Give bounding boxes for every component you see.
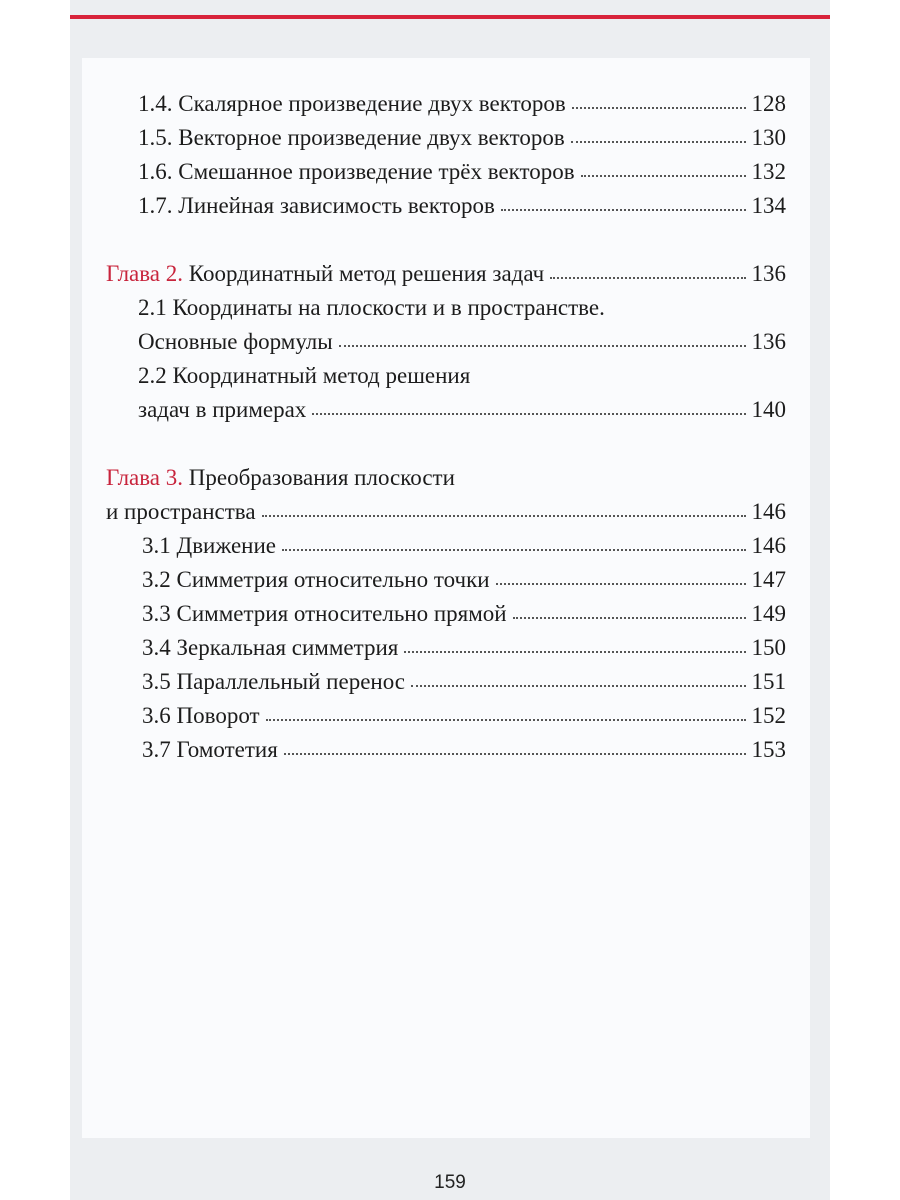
toc-page: 146 bbox=[751, 499, 786, 524]
leader-dots bbox=[571, 141, 746, 143]
leader-dots bbox=[339, 345, 746, 347]
toc-page: 140 bbox=[751, 397, 786, 422]
toc-label: 3.4 Зеркальная симметрия bbox=[142, 635, 399, 660]
toc-entry-1-4 bbox=[138, 92, 786, 115]
toc-label: 3.2 Симметрия относительно точки bbox=[142, 567, 490, 592]
page-number: 159 bbox=[434, 1172, 466, 1193]
chapter-title-text: Координатный метод решения задач bbox=[188, 261, 545, 286]
toc-page: 146 bbox=[751, 533, 786, 558]
toc-page: 147 bbox=[751, 567, 786, 592]
leader-dots bbox=[284, 753, 746, 755]
toc-label: задач в примерах bbox=[138, 397, 307, 422]
toc-chapter-2 bbox=[106, 262, 786, 285]
toc-label: 1.4. Скалярное произведение двух векторов bbox=[138, 91, 566, 116]
toc-entry-2-1 bbox=[138, 330, 786, 353]
toc-label: 1.5. Векторное произведение двух векторов bbox=[138, 125, 565, 150]
toc-page: 130 bbox=[751, 125, 786, 150]
toc-label: и пространства bbox=[106, 499, 256, 524]
leader-dots bbox=[496, 583, 746, 585]
toc-entry-1-7 bbox=[138, 194, 786, 217]
toc-page: 136 bbox=[751, 261, 786, 286]
leader-dots bbox=[404, 651, 745, 653]
toc-entry-3-3 bbox=[142, 602, 786, 625]
toc-label: 3.7 Гомотетия bbox=[142, 737, 278, 762]
toc-page: 149 bbox=[751, 601, 786, 626]
chapter-prefix: Глава 3. bbox=[106, 465, 184, 490]
toc-entry-3-4 bbox=[142, 636, 786, 659]
leader-dots bbox=[572, 107, 746, 109]
toc-page: 136 bbox=[751, 329, 786, 354]
leader-dots bbox=[312, 413, 745, 415]
toc-chapter-3 bbox=[106, 500, 786, 523]
toc-entry-2-1-line1: 2.1 Координаты на плоскости и в пространстве. bbox=[138, 295, 605, 320]
leader-dots bbox=[581, 175, 746, 177]
toc-label: 3.3 Симметрия относительно прямой bbox=[142, 601, 507, 626]
leader-dots bbox=[262, 515, 746, 517]
leader-dots bbox=[266, 719, 746, 721]
toc-page: 152 bbox=[751, 703, 786, 728]
toc-entry-3-2 bbox=[142, 568, 786, 591]
leader-dots bbox=[282, 549, 746, 551]
chapter-title-text: Преобразования плоскости bbox=[188, 465, 455, 490]
toc-page: 134 bbox=[751, 193, 786, 218]
toc-page: 150 bbox=[751, 635, 786, 660]
toc-entry-3-1 bbox=[142, 534, 786, 557]
toc-entry-1-6 bbox=[138, 160, 786, 183]
toc-chapter-3-line1 bbox=[106, 466, 455, 489]
toc-page: 153 bbox=[751, 737, 786, 762]
leader-dots bbox=[501, 209, 746, 211]
leader-dots bbox=[513, 617, 746, 619]
toc-label: 3.6 Поворот bbox=[142, 703, 260, 728]
toc-entry-3-7 bbox=[142, 738, 786, 761]
toc-page: 151 bbox=[751, 669, 786, 694]
toc-entry-1-5 bbox=[138, 126, 786, 149]
leader-dots bbox=[411, 685, 746, 687]
chapter-title bbox=[106, 262, 544, 285]
toc-label: 1.7. Линейная зависимость векторов bbox=[138, 193, 495, 218]
toc-page: 132 bbox=[751, 159, 786, 184]
toc-label: Основные формулы bbox=[138, 329, 333, 354]
toc-page: 128 bbox=[751, 91, 786, 116]
chapter-prefix: Глава 2. bbox=[106, 261, 184, 286]
toc-label: 3.1 Движение bbox=[142, 533, 276, 558]
toc-entry-2-2 bbox=[138, 398, 786, 421]
toc-label: 3.5 Параллельный перенос bbox=[142, 669, 405, 694]
toc-entry-3-5 bbox=[142, 670, 786, 693]
toc-label: 1.6. Смешанное произведение трёх векторов bbox=[138, 159, 575, 184]
toc-entry-3-6 bbox=[142, 704, 786, 727]
leader-dots bbox=[550, 277, 745, 279]
toc-entry-2-2-line1: 2.2 Координатный метод решения bbox=[138, 363, 471, 388]
